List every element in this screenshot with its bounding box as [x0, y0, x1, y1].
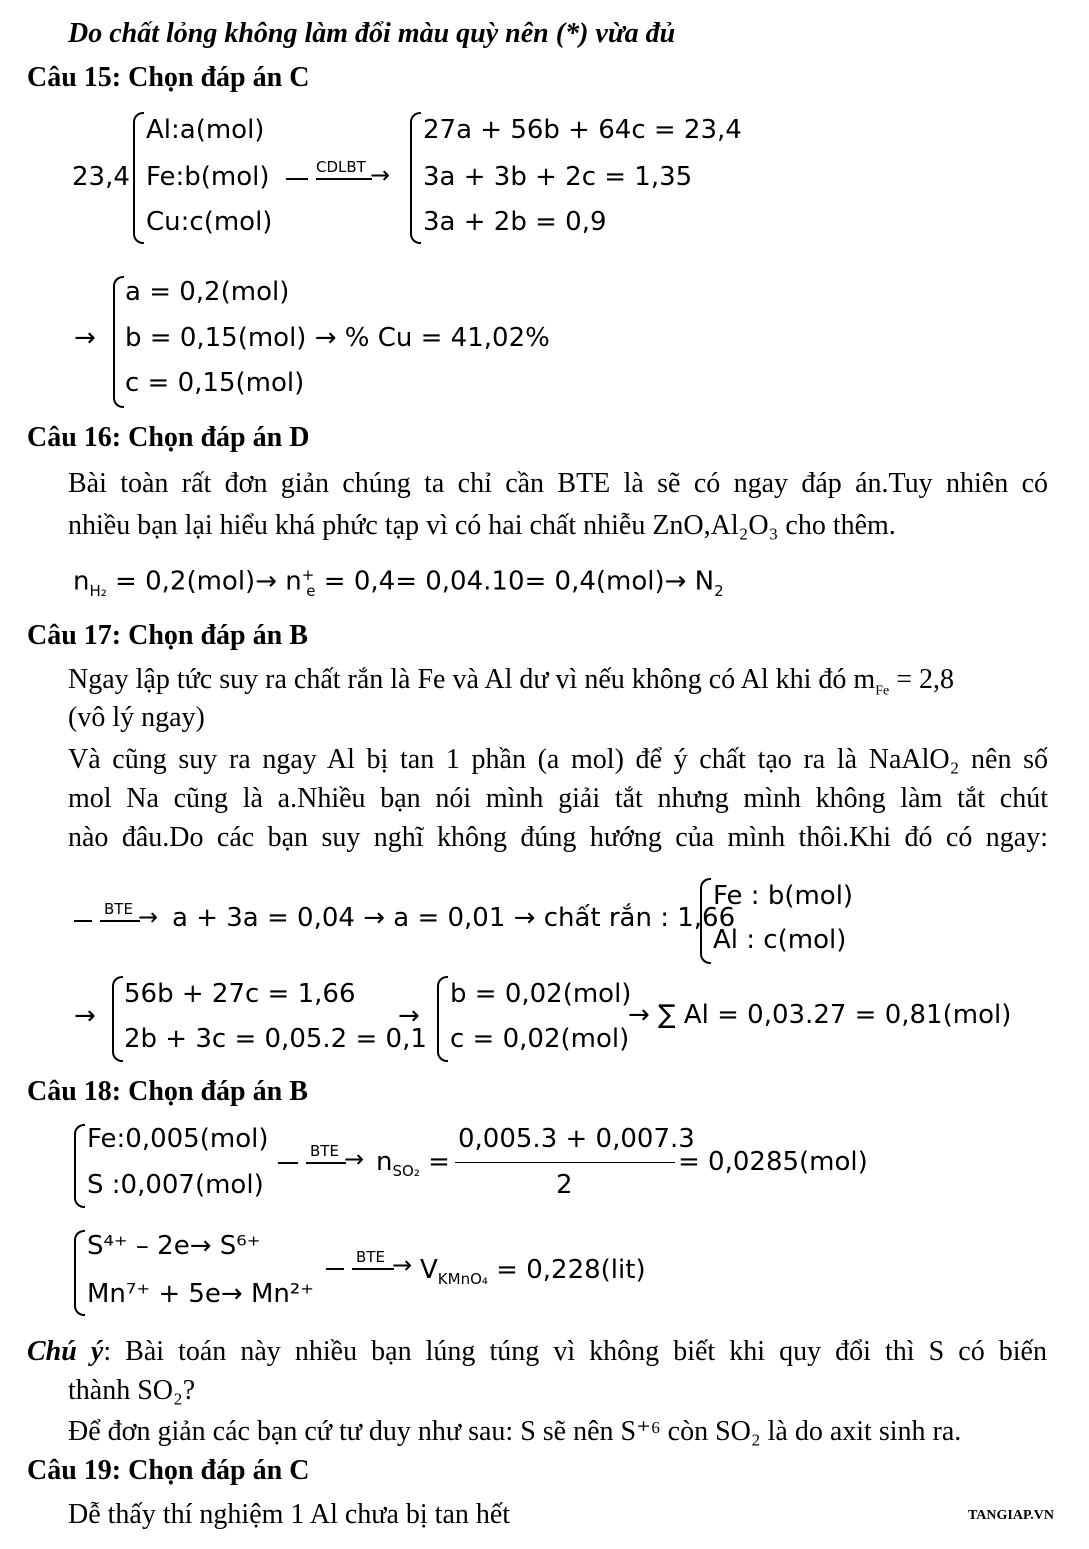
q17-line1 [68, 660, 1050, 712]
q15-arrow-head: → [370, 161, 391, 189]
q17-line3: Và cũng suy ra ngay Al bị tan 1 phần (a mol) để ý chất tạo ra là NaAlO₂ nên số [68, 744, 1048, 775]
q15-eq2: 3a + 3b + 2c = 1,35 [423, 162, 693, 192]
q18-s-half: S⁴⁺ – 2e→ S⁶⁺ [87, 1231, 261, 1261]
q16-eq-end: = 0,4= 0,04.10= 0,4(mol)→ N [315, 566, 715, 597]
q17-bte-head: → [138, 903, 159, 931]
q17-fe-sub: Fe [875, 683, 890, 699]
note-line1 [27, 1332, 1047, 1372]
q16-heading: Câu 16: Chọn đáp án D [27, 422, 310, 453]
q18-kmno4-sub: KMnO₄ [437, 1270, 488, 1289]
q15-al: Al:a(mol) [146, 115, 265, 145]
q15-heading: Câu 15: Chọn đáp án C [27, 62, 310, 93]
q15-result-b: b = 0,15(mol) → % Cu = 41,02% [125, 323, 550, 353]
q15-result-a: a = 0,2(mol) [125, 277, 290, 307]
q18-nso2 [376, 1140, 450, 1194]
q16-h2-sub: H₂ [89, 581, 107, 600]
q15-result-c: c = 0,15(mol) [125, 368, 305, 398]
q17-sys2-c: c = 0,02(mol) [450, 1024, 630, 1054]
q18-heading: Câu 18: Chọn đáp án B [27, 1076, 308, 1107]
note-line2: thành SO₂? [68, 1375, 196, 1406]
q16-e-sub: e [306, 581, 316, 600]
q18-v: V [420, 1255, 438, 1285]
q18-volume [420, 1248, 646, 1302]
q17-sys2-b: b = 0,02(mol) [450, 979, 632, 1009]
q15-result-arrow: → [74, 323, 96, 353]
q17-line4: mol Na cũng là a.Nhiều bạn nói mình giải tắt nhưng mình không làm tắt chút [68, 783, 1048, 814]
q17-al-c: Al : c(mol) [713, 925, 847, 955]
note-line3: Để đơn giản các bạn cứ tư duy như sau: S sẽ nên S⁺⁶ còn SO₂ là do axit sinh ra. [68, 1416, 962, 1447]
q18-bte-line2 [352, 1268, 394, 1270]
q17-sum-al: → ∑ Al = 0,03.27 = 0,81(mol) [628, 1000, 1012, 1030]
q15-cdlbt-arrow [286, 158, 404, 198]
q16-plus-sup: + [301, 566, 315, 584]
q18-brace2 [74, 1230, 85, 1316]
q18-brace1 [74, 1124, 85, 1208]
q16-eq-mid: = 0,2(mol)→ n [106, 566, 302, 597]
q17-fe-b: Fe : b(mol) [713, 881, 854, 911]
q18-mn-half: Mn⁷⁺ + 5e→ Mn²⁺ [87, 1279, 315, 1309]
q17-line5: nào đâu.Do các bạn suy nghĩ không đúng hướng của mình thôi.Khi đó có ngay: [68, 822, 1048, 853]
q17-sys-brace1 [112, 976, 123, 1062]
q17-eq1: a + 3a = 0,04 → a = 0,01 → chất rắn : 1,66 [172, 903, 736, 933]
q15-cu: Cu:c(mol) [146, 207, 273, 237]
q18-bte-arrow2 [326, 1248, 418, 1288]
q15-left-brace [133, 112, 144, 244]
q19-line1: Dễ thấy thí nghiệm 1 Al chưa bị tan hết [68, 1499, 511, 1530]
intro-line: Do chất lỏng không làm đổi màu quỳ nên (*) vừa đủ [68, 18, 676, 49]
q18-bte-label1: BTE [310, 1142, 339, 1160]
q16-text-line1: Bài toàn rất đơn giản chúng ta chỉ cần BTE là sẽ có ngay đáp án.Tuy nhiên có [68, 468, 1048, 499]
q17-line1-text: Ngay lập tức suy ra chất rắn là Fe và Al dư vì nếu không có Al khi đó m [68, 664, 876, 695]
watermark: TANGIAP.VN [968, 1508, 1054, 1523]
q18-bte-arrow1 [278, 1142, 370, 1182]
q18-s: S :0,007(mol) [87, 1170, 264, 1200]
q16-text-line2: nhiều bạn lại hiểu khá phức tạp vì có hai chất nhiễu ZnO,Al₂O₃ cho thêm. [68, 510, 896, 541]
q18-fe: Fe:0,005(mol) [87, 1124, 269, 1154]
q17-line2: (vô lý ngay) [68, 702, 205, 733]
q17-bte-dash [74, 920, 92, 922]
q18-so2-sub: SO₂ [392, 1162, 420, 1181]
q18-n: n [376, 1147, 393, 1177]
q17-line1-end: = 2,8 [889, 664, 954, 695]
q19-heading: Câu 19: Chọn đáp án C [27, 1455, 310, 1486]
q15-arrow-dash [286, 178, 308, 180]
q16-equation [73, 553, 724, 614]
q15-result-brace [113, 276, 124, 408]
q18-fraction-den: 2 [556, 1170, 573, 1200]
q16-n2-sub: 2 [714, 581, 724, 600]
q18-fraction-num: 0,005.3 + 0,007.3 [458, 1124, 695, 1154]
q18-fraction-result: = 0,0285(mol) [678, 1147, 868, 1177]
q15-eq3: 3a + 2b = 0,9 [423, 207, 607, 237]
note-line1-text: : Bài toán này nhiều bạn lúng túng vì không biết khi quy đổi thì S có biến [103, 1336, 1047, 1367]
q18-bte-line1 [306, 1162, 346, 1164]
q18-eq-sign: = [419, 1147, 450, 1177]
q18-bte-dash1 [278, 1162, 298, 1164]
note-label: Chú ý [27, 1336, 104, 1367]
q15-mass: 23,4 [72, 162, 130, 192]
q18-bte-head1: → [344, 1145, 365, 1173]
q15-arrow-line [316, 178, 372, 180]
q17-bte-line [100, 920, 140, 922]
q15-right-brace [410, 112, 421, 244]
q17-sys1-eq2: 2b + 3c = 0,05.2 = 0,1 [124, 1024, 427, 1054]
q18-bte-dash2 [326, 1268, 344, 1270]
q17-bte-label: BTE [104, 900, 133, 918]
q17-bte-arrow [74, 898, 166, 938]
q18-v-result: = 0,228(lit) [487, 1255, 646, 1285]
q17-sys-arrow2: → [398, 1001, 420, 1031]
q16-n: n [73, 566, 90, 597]
q17-eq1-brace [700, 878, 711, 964]
q18-bte-head2: → [392, 1251, 413, 1279]
q17-heading: Câu 17: Chọn đáp án B [27, 620, 308, 651]
q17-sys-arrow1: → [74, 1001, 96, 1031]
q15-arrow-label: CDLBT [316, 158, 366, 176]
q18-bte-label2: BTE [356, 1248, 385, 1266]
q15-fe: Fe:b(mol) [146, 162, 270, 192]
q17-sys-brace2 [437, 976, 448, 1062]
q17-sys1-eq1: 56b + 27c = 1,66 [124, 979, 356, 1009]
q15-eq1: 27a + 56b + 64c = 23,4 [423, 115, 742, 145]
